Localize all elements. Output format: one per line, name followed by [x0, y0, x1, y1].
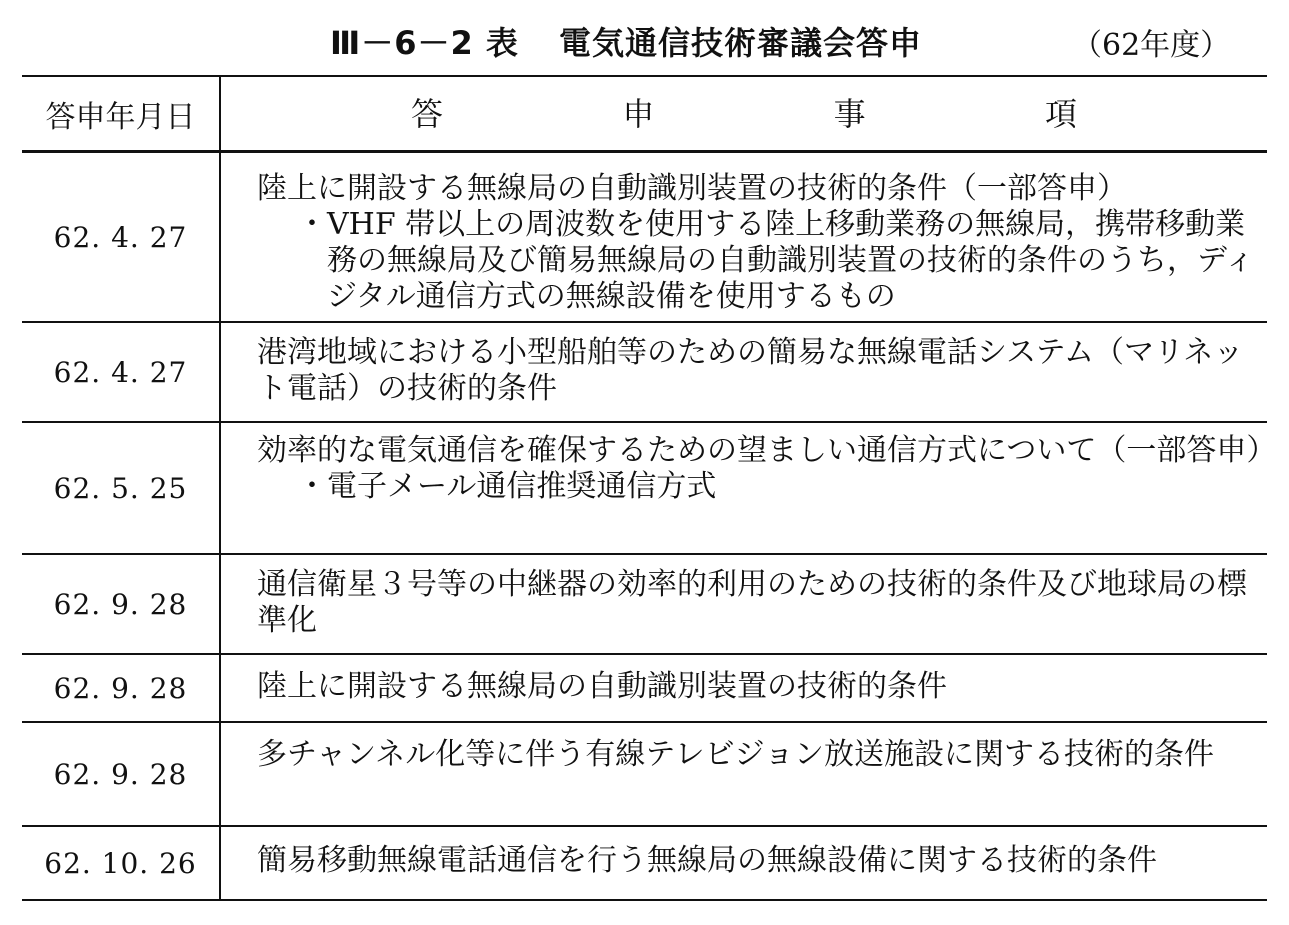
row-date: 62. 5. 25	[22, 423, 221, 553]
header-char: 項	[1044, 94, 1077, 133]
row-content	[221, 423, 1277, 553]
header-content	[221, 77, 1267, 150]
header-date: 答申年月日	[22, 77, 221, 150]
row-text: 通信衛星３号等の中継器の効率的利用のための技術的条件及び地球局の標準化	[257, 567, 1247, 638]
row-subitem	[297, 469, 1267, 505]
table-header-row	[22, 77, 1267, 151]
table-title	[330, 18, 922, 64]
row-text: 陸上に開設する無線局の自動識別装置の技術的条件（一部答申）	[257, 171, 1127, 206]
row-date: 62. 10. 26	[22, 827, 221, 899]
report-table	[22, 75, 1277, 901]
row-subitem-text: VHF 帯以上の周波数を使用する陸上移動業務の無線局，携帯移動業務の無線局及び簡易無線局の自動識別装置の技術的条件のうち，ディジタル通信方式の無線設備を使用するもの	[327, 207, 1255, 314]
header-char: 事	[833, 94, 866, 133]
table-row	[22, 825, 1267, 899]
row-date: 62. 4. 27	[22, 323, 221, 421]
row-text: 多チャンネル化等に伴う有線テレビジョン放送施設に関する技術的条件	[257, 737, 1214, 772]
row-date: 62. 9. 28	[22, 655, 221, 721]
row-text: 陸上に開設する無線局の自動識別装置の技術的条件	[257, 669, 947, 704]
header-char: 申	[622, 94, 655, 133]
row-content	[221, 555, 1267, 653]
table-row	[22, 321, 1267, 421]
table-row	[22, 553, 1267, 653]
row-text: 簡易移動無線電話通信を行う無線局の無線設備に関する技術的条件	[257, 843, 1157, 878]
table-row	[22, 421, 1277, 553]
bullet: ・	[297, 469, 327, 504]
table-row	[22, 721, 1267, 825]
header-char: 答	[411, 94, 444, 133]
row-text: 港湾地域における小型船舶等のための簡易な無線電話システム（マリネット電話）の技術的条件	[257, 335, 1244, 406]
row-content	[221, 723, 1267, 825]
row-subitem-text: 電子メール通信推奨通信方式	[327, 469, 717, 504]
row-content	[221, 153, 1267, 321]
row-content	[221, 827, 1267, 899]
row-date: 62. 9. 28	[22, 555, 221, 653]
table-row	[22, 653, 1267, 721]
bullet: ・	[297, 207, 327, 242]
row-date: 62. 4. 27	[22, 153, 221, 321]
row-content	[221, 655, 1267, 721]
table-name: 電気通信技術審議会答申	[558, 24, 922, 62]
row-content	[221, 323, 1267, 421]
table-number: Ⅲ－6－2 表	[330, 24, 519, 62]
row-text: 効率的な電気通信を確保するための望ましい通信方式について（一部答申）	[257, 433, 1277, 468]
table-row	[22, 151, 1267, 321]
row-subitem	[297, 207, 1267, 315]
fiscal-year-label: （62年度）	[1072, 28, 1231, 63]
row-date: 62. 9. 28	[22, 723, 221, 825]
